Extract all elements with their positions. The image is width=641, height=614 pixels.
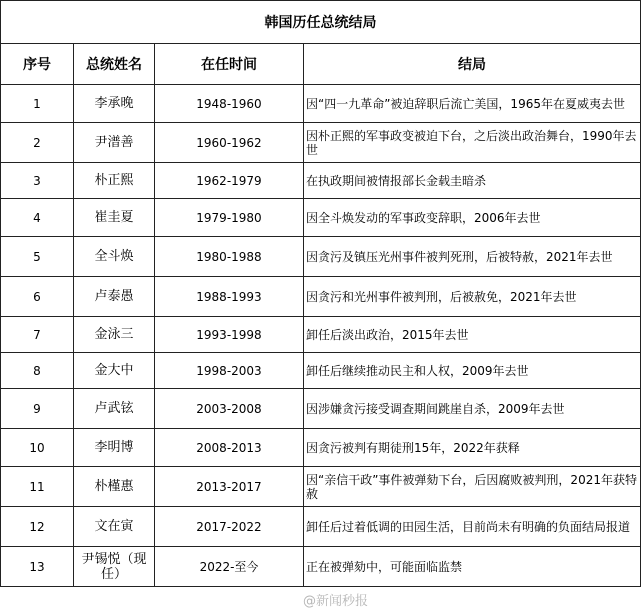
table-row bbox=[1, 163, 641, 199]
row-name: 李明博 bbox=[74, 429, 155, 467]
row-term: 2017-2022 bbox=[155, 507, 304, 547]
table-title: 韩国历任总统结局 bbox=[1, 1, 641, 44]
table-row bbox=[1, 507, 641, 547]
row-term: 1980-1988 bbox=[155, 237, 304, 277]
row-result: 因“四一九革命”被迫辞职后流亡美国，1965年在夏威夷去世 bbox=[304, 85, 641, 123]
row-index: 3 bbox=[1, 163, 74, 199]
row-index: 5 bbox=[1, 237, 74, 277]
row-result: 因朴正熙的军事政变被迫下台，之后淡出政治舞台，1990年去世 bbox=[304, 123, 641, 163]
row-result: 因贪污及镇压光州事件被判死刑，后被特赦，2021年去世 bbox=[304, 237, 641, 277]
row-name: 卢武铉 bbox=[74, 389, 155, 429]
header-index: 序号 bbox=[1, 44, 74, 85]
row-index: 10 bbox=[1, 429, 74, 467]
table-row bbox=[1, 467, 641, 507]
row-result: 因“亲信干政”事件被弹劾下台，后因腐败被判刑，2021年获特赦 bbox=[304, 467, 641, 507]
row-result: 因全斗焕发动的军事政变辞职，2006年去世 bbox=[304, 199, 641, 237]
row-term: 1979-1980 bbox=[155, 199, 304, 237]
row-term: 2008-2013 bbox=[155, 429, 304, 467]
row-term: 1993-1998 bbox=[155, 317, 304, 353]
table-row bbox=[1, 317, 641, 353]
table-body bbox=[1, 85, 641, 587]
header-result: 结局 bbox=[304, 44, 641, 85]
row-name: 卢泰愚 bbox=[74, 277, 155, 317]
header-name: 总统姓名 bbox=[74, 44, 155, 85]
row-term: 2003-2008 bbox=[155, 389, 304, 429]
row-term: 1962-1979 bbox=[155, 163, 304, 199]
header-row bbox=[1, 44, 641, 85]
table-row bbox=[1, 547, 641, 587]
row-term: 2022-至今 bbox=[155, 547, 304, 587]
row-index: 9 bbox=[1, 389, 74, 429]
row-term: 2013-2017 bbox=[155, 467, 304, 507]
table-row bbox=[1, 429, 641, 467]
header-term: 在任时间 bbox=[155, 44, 304, 85]
table-row bbox=[1, 277, 641, 317]
row-term: 1988-1993 bbox=[155, 277, 304, 317]
row-index: 6 bbox=[1, 277, 74, 317]
table-row bbox=[1, 353, 641, 389]
row-result: 在执政期间被情报部长金载圭暗杀 bbox=[304, 163, 641, 199]
row-name: 崔圭夏 bbox=[74, 199, 155, 237]
row-name: 金泳三 bbox=[74, 317, 155, 353]
row-name: 文在寅 bbox=[74, 507, 155, 547]
row-name: 尹锡悦（现任） bbox=[74, 547, 155, 587]
row-result: 卸任后继续推动民主和人权，2009年去世 bbox=[304, 353, 641, 389]
row-index: 1 bbox=[1, 85, 74, 123]
row-name: 李承晚 bbox=[74, 85, 155, 123]
row-name: 朴正熙 bbox=[74, 163, 155, 199]
row-term: 1960-1962 bbox=[155, 123, 304, 163]
row-result: 因涉嫌贪污接受调查期间跳崖自杀，2009年去世 bbox=[304, 389, 641, 429]
row-index: 11 bbox=[1, 467, 74, 507]
table-row bbox=[1, 85, 641, 123]
table-row bbox=[1, 389, 641, 429]
row-result: 正在被弹劾中，可能面临监禁 bbox=[304, 547, 641, 587]
table-row bbox=[1, 199, 641, 237]
row-result: 因贪污和光州事件被判刑，后被赦免，2021年去世 bbox=[304, 277, 641, 317]
row-index: 2 bbox=[1, 123, 74, 163]
row-name: 尹潽善 bbox=[74, 123, 155, 163]
row-index: 12 bbox=[1, 507, 74, 547]
row-result: 卸任后淡出政治，2015年去世 bbox=[304, 317, 641, 353]
row-result: 因贪污被判有期徒刑15年，2022年获释 bbox=[304, 429, 641, 467]
row-term: 1998-2003 bbox=[155, 353, 304, 389]
row-index: 8 bbox=[1, 353, 74, 389]
row-name: 朴槿惠 bbox=[74, 467, 155, 507]
row-term: 1948-1960 bbox=[155, 85, 304, 123]
watermark: @新闻秒报 bbox=[303, 594, 369, 609]
row-index: 4 bbox=[1, 199, 74, 237]
row-result: 卸任后过着低调的田园生活，目前尚未有明确的负面结局报道 bbox=[304, 507, 641, 547]
table-row bbox=[1, 237, 641, 277]
row-name: 全斗焕 bbox=[74, 237, 155, 277]
row-index: 7 bbox=[1, 317, 74, 353]
table-row bbox=[1, 123, 641, 163]
row-name: 金大中 bbox=[74, 353, 155, 389]
row-index: 13 bbox=[1, 547, 74, 587]
